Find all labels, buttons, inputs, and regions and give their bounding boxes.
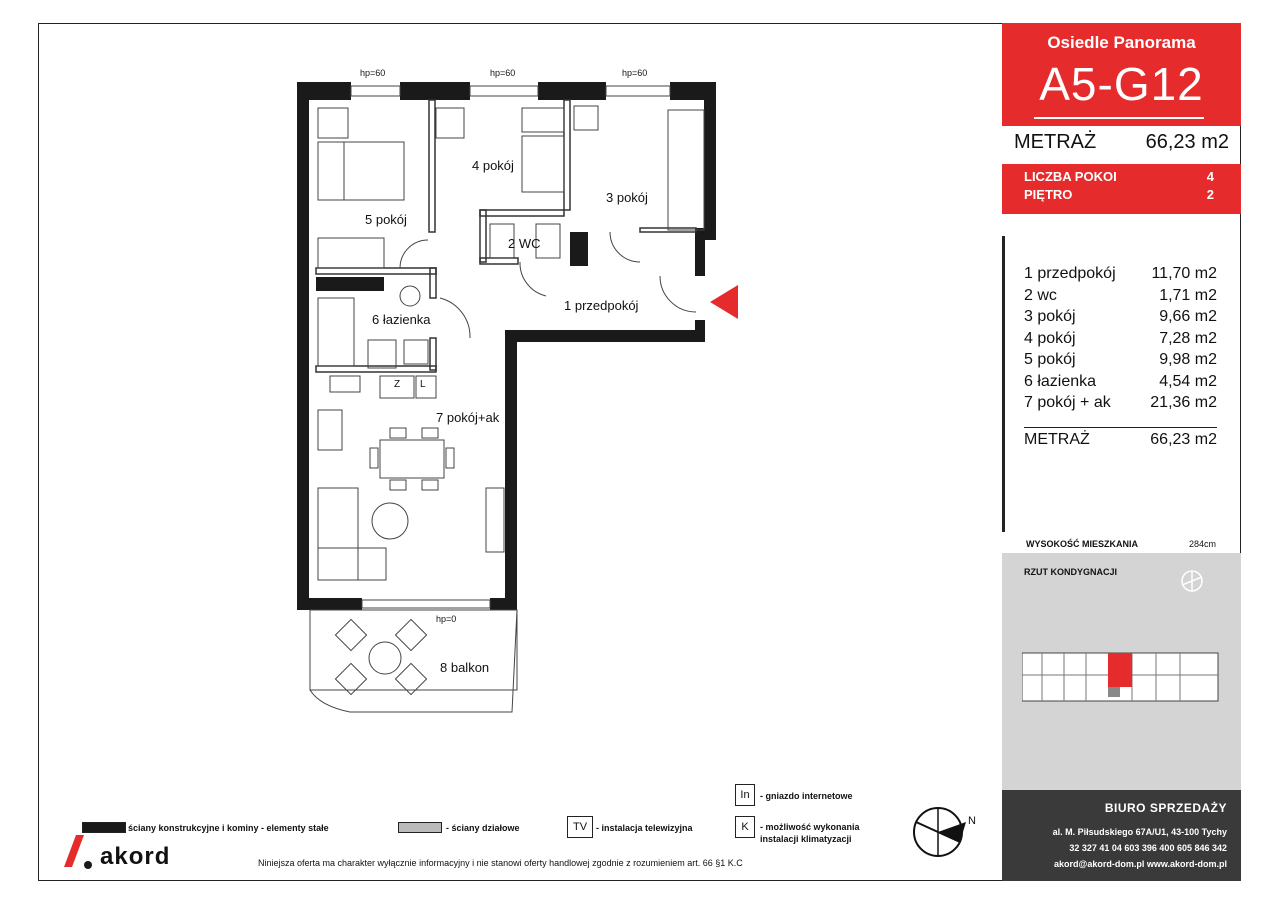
sales-contact: akord@akord-dom.pl www.akord-dom.pl (1054, 859, 1227, 869)
list-item: 4 pokój 7,28 m2 (1024, 329, 1217, 347)
cabinet-label: Z (394, 379, 401, 390)
legend-internet-text: - gniazdo internetowe (760, 791, 853, 801)
legend-tv-text: - instalacja telewizyjna (596, 823, 693, 833)
building-key-plan (1022, 645, 1222, 707)
room-label: 7 pokój+ak (436, 410, 500, 425)
internet-symbol: In (735, 784, 755, 806)
floor-row (1024, 187, 1214, 202)
floor-label: PIĘTRO (1024, 187, 1073, 202)
metraz-summary (1014, 131, 1229, 154)
height-label: WYSOKOŚĆ MIESZKANIA (1026, 539, 1139, 549)
rooms-count-label: LICZBA POKOI (1024, 169, 1117, 184)
unit-code: A5-G12 (1039, 58, 1204, 110)
legend-structural-text: ściany konstrukcyjne i kominy - elementy stałe (128, 823, 329, 833)
compass-icon (908, 802, 988, 862)
compass-small-icon (1178, 567, 1212, 595)
total-row (1024, 431, 1217, 449)
ac-symbol: K (735, 816, 755, 838)
legend-ac-text-2: instalacji klimatyzacji (760, 834, 852, 844)
list-item: 1 przedpokój 11,70 m2 (1024, 265, 1217, 282)
height-row (1026, 539, 1216, 549)
window-height-label: hp=0 (436, 614, 457, 624)
total-divider (1024, 427, 1217, 428)
cabinet-label: L (420, 379, 426, 390)
sales-phones: 32 327 41 04 603 396 400 605 846 342 (1069, 843, 1227, 853)
room-label: 5 pokój (365, 212, 407, 227)
total-value: 66,23 m2 (1150, 431, 1217, 448)
title-block (1002, 23, 1241, 126)
list-item: 2 wc 1,71 m2 (1024, 286, 1217, 304)
sales-title: BIURO SPRZEDAŻY (1104, 801, 1227, 815)
room-label: 3 pokój (606, 190, 648, 205)
window-height-label: hp=60 (360, 68, 386, 78)
legend-structural-swatch (82, 822, 126, 833)
compass-north-label: N (968, 815, 976, 827)
disclaimer: Niniejsza oferta ma charakter wyłącznie informacyjny i nie stanowi oferty handlowej zgodnie z rozumieniem art. 66 §1 K.C (258, 858, 743, 868)
room-label: 2 WC (508, 236, 541, 251)
total-label: METRAŻ (1024, 431, 1090, 448)
list-item: 5 pokój 9,98 m2 (1024, 351, 1217, 368)
room-label: 8 balkon (440, 660, 490, 675)
list-item: 6 łazienka 4,54 m2 (1024, 372, 1217, 390)
list-item: 3 pokój 9,66 m2 (1024, 308, 1217, 325)
window-height-label: hp=60 (490, 68, 516, 78)
floor-value: 2 (1206, 187, 1214, 202)
unit-info-block (1002, 164, 1241, 214)
title-underline (1034, 117, 1204, 119)
height-value: 284cm (1188, 539, 1216, 549)
estate-name: Osiedle Panorama (1047, 33, 1196, 52)
rooms-count-row (1024, 169, 1214, 184)
key-plan-label: RZUT KONDYGNACJI (1024, 567, 1118, 577)
room-label: 6 łazienka (372, 312, 431, 327)
logo-text: akord (100, 843, 171, 870)
rooms-count-value: 4 (1206, 169, 1214, 184)
entrance-arrow-icon (710, 285, 738, 319)
legend-partition-swatch (398, 822, 442, 833)
logo-mark-icon (62, 833, 98, 873)
legend-ac-text-1: - możliwość wykonania (760, 822, 860, 832)
room-label: 4 pokój (472, 158, 514, 173)
metraz-label: METRAŻ (1014, 131, 1097, 153)
legend-partition-text: - ściany działowe (446, 823, 520, 833)
window-height-label: hp=60 (622, 68, 648, 78)
sales-address: al. M. Piłsudskiego 67A/U1, 43-100 Tychy (1052, 827, 1227, 837)
rooms-list (1024, 263, 1217, 414)
room-label: 1 przedpokój (564, 298, 639, 313)
info-panel (1002, 23, 1241, 881)
sales-office (1002, 790, 1241, 881)
key-plan (1002, 553, 1241, 790)
tv-symbol: TV (567, 816, 593, 838)
metraz-value: 66,23 m2 (1145, 131, 1229, 153)
divider-bar (1002, 236, 1005, 532)
list-item: 7 pokój + ak 21,36 m2 (1024, 394, 1217, 411)
